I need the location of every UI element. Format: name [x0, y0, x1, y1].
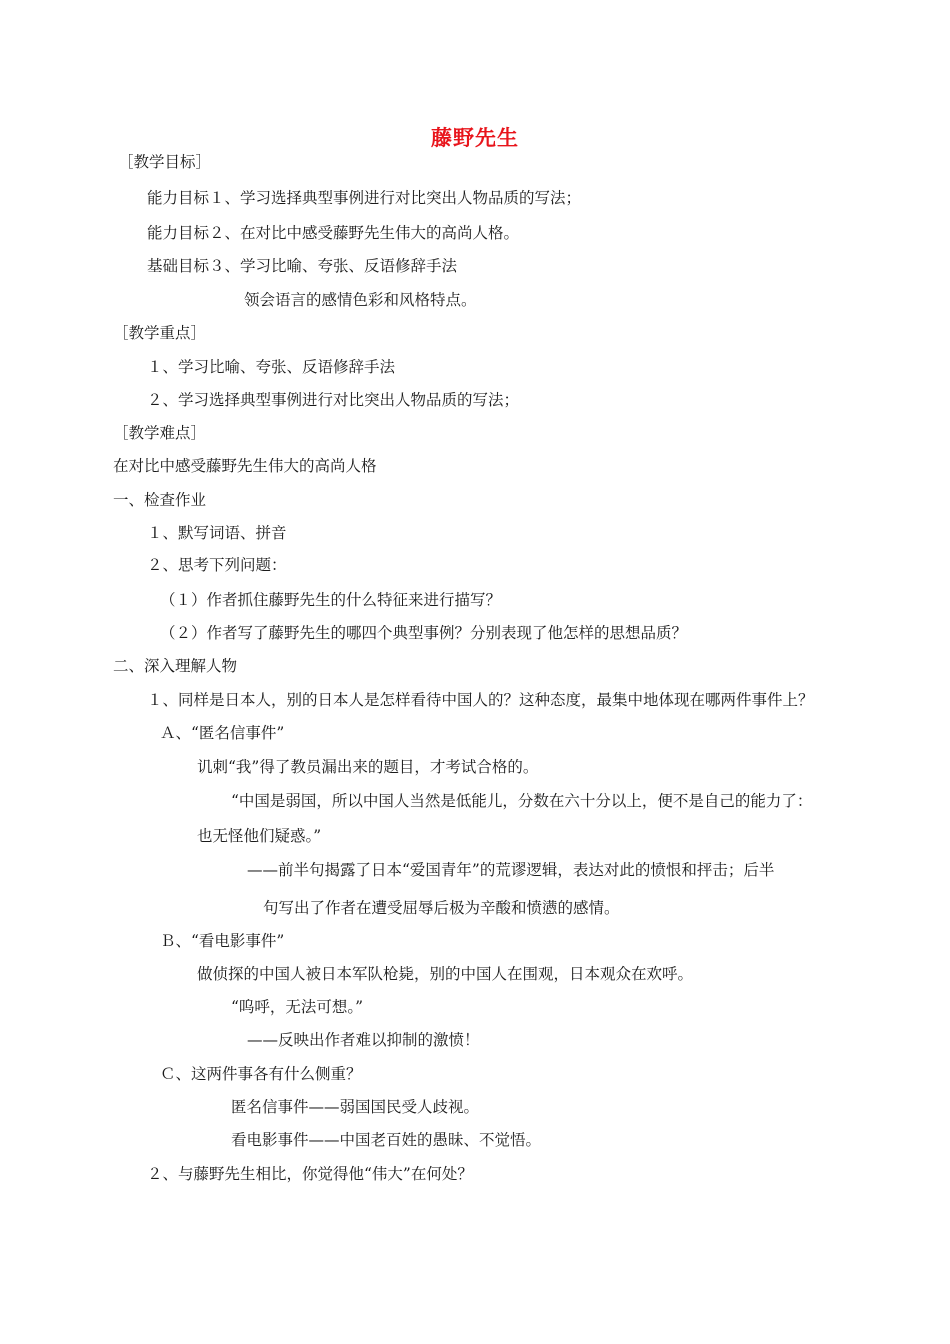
- section-heading-homework: 一、检查作业: [113, 491, 207, 509]
- objective-1: 能力目标１、学习选择典型事例进行对比突出人物品质的写法；: [147, 189, 582, 207]
- analysis-a-continued: 句写出了作者在遭受屈辱后极为辛酸和愤懑的感情。: [263, 899, 620, 917]
- analysis-b: ——反映出作者难以抑制的激愤！: [247, 1031, 480, 1049]
- discussion-question-1: １、同样是日本人，别的日本人是怎样看待中国人的？这种态度，最集中地体现在哪两件事件上？: [147, 691, 814, 709]
- paragraph-a-1: 讥刺“我”得了教员漏出来的题目，才考试合格的。: [197, 758, 539, 776]
- difficulty-text: 在对比中感受藤野先生伟大的高尚人格: [113, 457, 377, 475]
- quote-a-continued: 也无怪他们疑惑。”: [197, 827, 322, 845]
- paragraph-b-1: 做侦探的中国人被日本军队枪毙，别的中国人在围观，日本观众在欢呼。: [197, 965, 694, 983]
- question-1: （１）作者抓住藤野先生的什么特征来进行描写？: [160, 591, 502, 609]
- section-heading-understanding: 二、深入理解人物: [113, 657, 238, 675]
- section-heading-objectives: ［教学目标］: [118, 153, 212, 171]
- document-title: 藤野先生: [431, 126, 519, 150]
- subheading-b: Ｂ、“看电影事件”: [160, 932, 285, 950]
- objective-3: 基础目标３、学习比喻、夸张、反语修辞手法: [147, 257, 458, 275]
- section-heading-key-points: ［教学重点］: [113, 324, 207, 342]
- objective-3-continued: 领会语言的感情色彩和风格特点。: [244, 291, 477, 309]
- objective-2: 能力目标２、在对比中感受藤野先生伟大的高尚人格。: [147, 224, 520, 242]
- subheading-a: Ａ、“匿名信事件”: [160, 724, 285, 742]
- analysis-a: ——前半句揭露了日本“爱国青年”的荒谬逻辑，表达对此的愤恨和抨击；后半: [247, 861, 775, 879]
- key-point-1: １、学习比喻、夸张、反语修辞手法: [147, 358, 396, 376]
- discussion-question-2: ２、与藤野先生相比，你觉得他“伟大”在何处？: [147, 1165, 473, 1183]
- quote-b: “呜呼，无法可想。”: [231, 998, 364, 1016]
- summary-c-2: 看电影事件——中国老百姓的愚昧、不觉悟。: [231, 1131, 542, 1149]
- homework-item-1: １、默写词语、拼音: [147, 524, 287, 542]
- key-point-2: ２、学习选择典型事例进行对比突出人物品质的写法；: [147, 391, 520, 409]
- question-2: （２）作者写了藤野先生的哪四个典型事例？分别表现了他怎样的思想品质？: [160, 624, 688, 642]
- section-heading-difficulty: ［教学难点］: [113, 424, 207, 442]
- homework-item-2: ２、思考下列问题：: [147, 556, 287, 574]
- summary-c-1: 匿名信事件——弱国国民受人歧视。: [231, 1098, 480, 1116]
- quote-a: “中国是弱国，所以中国人当然是低能儿，分数在六十分以上，便不是自己的能力了：: [231, 792, 813, 810]
- subheading-c: Ｃ、这两件事各有什么侧重？: [160, 1065, 362, 1083]
